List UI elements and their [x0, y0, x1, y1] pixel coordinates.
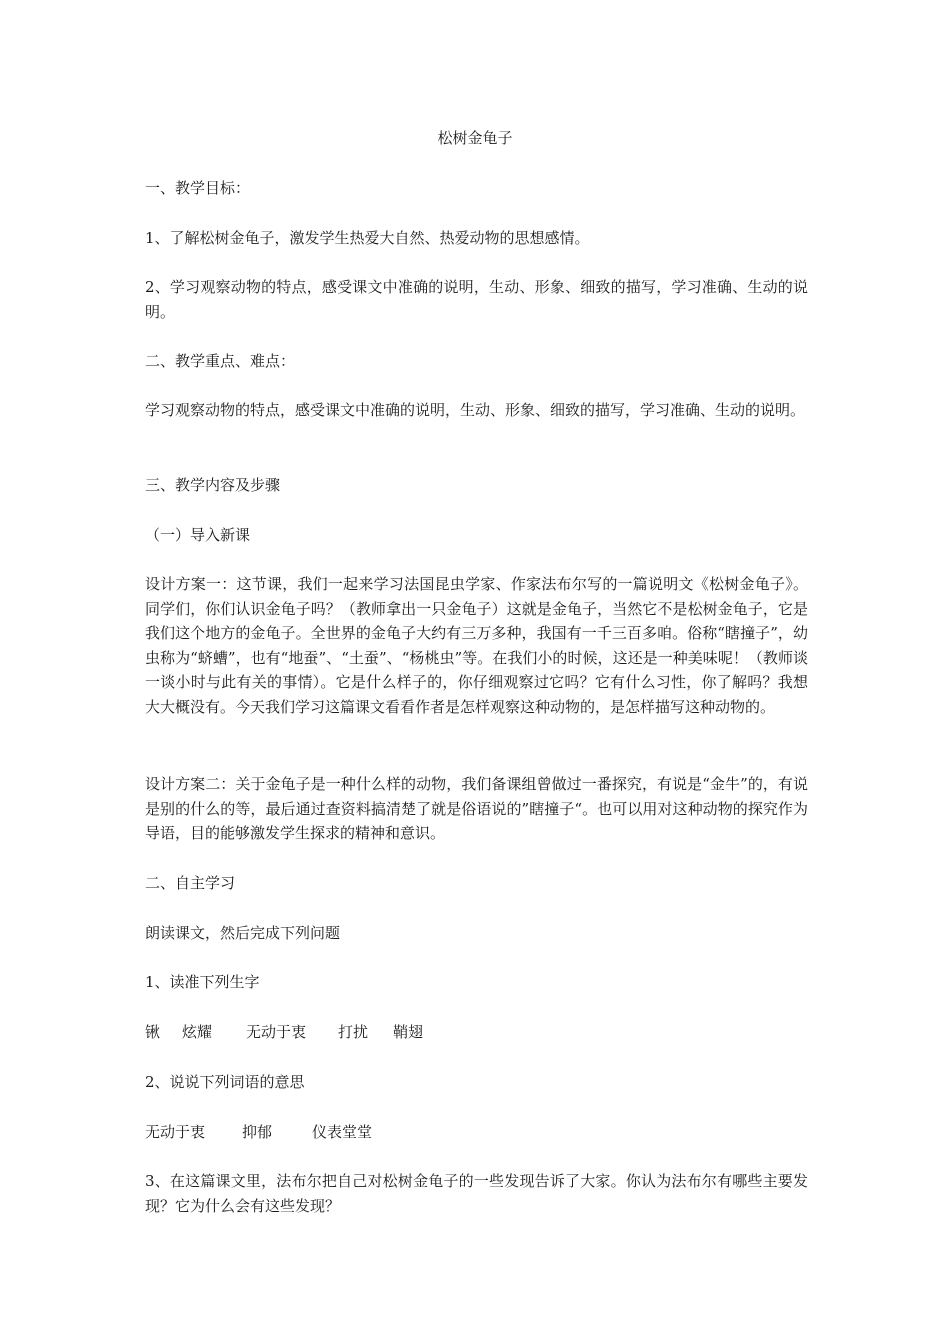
word-item: 炫耀	[182, 1023, 213, 1041]
word-item: 无动于衷	[145, 1123, 206, 1141]
goal-item-1: 1、了解松树金龟子，激发学生热爱大自然、热爱动物的思想感情。	[145, 229, 590, 247]
word-item: 无动于衷	[246, 1023, 307, 1041]
document-title: 松树金龟子	[437, 129, 513, 147]
question-1: 1、读准下列生字	[145, 973, 260, 991]
section-heading-self-study: 二、自主学习	[145, 874, 236, 892]
word-item: 打扰	[338, 1023, 369, 1041]
section-heading-goals: 一、教学目标：	[145, 179, 251, 197]
plan-two-text: 设计方案二：关于金龟子是一种什么样的动物，我们备课组曾做过一番探究，有说是“金牛”的，有说是别的什么的等，最后通过查资料搞清楚了就是俗语说的”瞎撞子“。也可以用对这种动物的探究作为导语，目的能够激发学生探求的精神和意识。	[145, 775, 808, 842]
question-2-word-list	[145, 1120, 372, 1144]
word-item: 仪表堂堂	[312, 1123, 373, 1141]
key-points-text: 学习观察动物的特点，感受课文中准确的说明，生动、形象、细致的描写，学习准确、生动的说明。	[145, 401, 806, 419]
plan-one-text: 设计方案一：这节课，我们一起来学习法国昆虫学家、作家法布尔写的一篇说明文《松树金龟子》。同学们，你们认识金龟子吗？（教师拿出一只金龟子）这就是金龟子，当然它不是松树金龟子，它是我们这个地方的金龟子。全世界的金龟子大约有三万多种，我国有一千三百多咱。俗称“瞎撞子”，幼虫称为“蛴螬”，也有“地蚕”、“土蚕”、“杨桃虫”等。在我们小的时候，这还是一种美味呢！（教师谈一谈小时与此有关的事情）。它是什么样子的，你仔细观察过它吗？它有什么习性，你了解吗？我想大大概没有。今天我们学习这篇课文看看作者是怎样观察这种动物的，是怎样描写这种动物的。	[145, 575, 808, 716]
question-2: 2、说说下列词语的意思	[145, 1073, 305, 1091]
self-study-intro: 朗读课文，然后完成下列问题	[145, 924, 341, 942]
question-3: 3、在这篇课文里，法布尔把自己对松树金龟子的一些发现告诉了大家。你认为法布尔有哪些主要发现？它为什么会有这些发现？	[145, 1172, 808, 1215]
word-item: 鞘翅	[393, 1023, 424, 1041]
step-heading-intro: （一）导入新课	[145, 526, 251, 544]
section-heading-key-points: 二、教学重点、难点：	[145, 352, 296, 370]
goal-item-2: 2、学习观察动物的特点，感受课文中准确的说明，生动、形象、细致的描写，学习准确、生动的说明。	[145, 278, 808, 321]
word-item: 抑郁	[242, 1123, 273, 1141]
section-heading-steps: 三、教学内容及步骤	[145, 476, 281, 494]
question-1-word-list	[145, 1020, 423, 1044]
word-item: 锹	[145, 1023, 161, 1041]
